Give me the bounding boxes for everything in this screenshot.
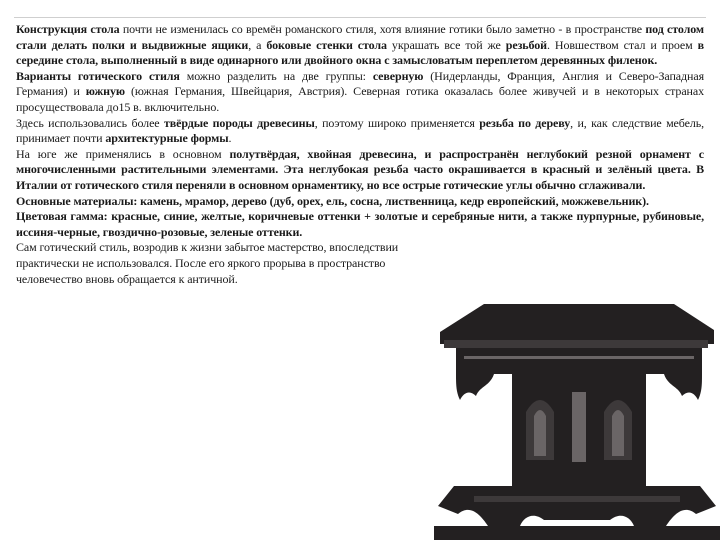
text-run: , и, как следствие мебель, принимает почти	[16, 115, 705, 146]
paragraph-southern-ornament	[16, 147, 704, 194]
document-body	[16, 22, 704, 287]
paragraph-color-palette	[16, 209, 704, 240]
text-run: резьба по дереву	[479, 115, 571, 130]
text-run: резьбой	[505, 37, 547, 52]
text-run: . Новшеством стал и проем	[547, 37, 698, 52]
top-divider	[14, 17, 706, 18]
text-run: боковые стенки стола	[266, 37, 387, 52]
text-run: Основные материалы: камень, мрамор, дерево (дуб, орех, ель, сосна, лиственница, кедр европейский, можжевельник).	[16, 193, 649, 208]
gothic-table-illustration	[434, 300, 720, 540]
paragraph-conclusion	[16, 240, 428, 287]
text-run: архитектурные формы	[105, 131, 229, 146]
paragraph-table-construction	[16, 22, 704, 69]
text-run: северную	[372, 68, 424, 83]
text-run: твёрдые породы древесины	[163, 115, 315, 130]
text-run: (южная Германия, Швейцария, Австрия). Северная готика оказалась более живучей и в некоторых странах просуществовала до15 в. включительно.	[16, 84, 704, 114]
text-run: , а	[248, 37, 267, 52]
text-run: Конструкция стола	[16, 22, 120, 36]
text-run: Здесь использовались более	[16, 115, 164, 130]
text-run: .	[228, 131, 232, 146]
text-run: почти не изменилась со времён романского стиля, хотя влияние готики было заметно - в пространстве	[119, 22, 646, 36]
text-run: Варианты готического стиля	[16, 68, 180, 83]
text-run: можно разделить на две группы:	[179, 68, 373, 83]
text-run: , поэтому широко применяется	[314, 115, 480, 130]
text-run: полутвёрдая, хвойная древесина, и распространён неглубокий резной орнамент с многочисленными растительными элементами. Эта неглубокая резьба часто окрашивается в красный и зелёный цвета. В Италии от готического стиля переняли в основном орнаментику, но все острые готические углы обычно сглаживали.	[16, 146, 704, 192]
text-run: Сам готический стиль, возродив к жизни забытое мастерство, впоследствии практически не использовался. После его яркого прорыва в пространство человечество вновь обращается к античной.	[16, 240, 399, 286]
text-run: украшать все той же	[386, 37, 506, 52]
paragraph-gothic-variants	[16, 69, 704, 116]
gothic-table-photo	[434, 300, 720, 540]
text-run: в середине стола, выполненный в виде одинарного или двойного окна с замысловатым переплетом деревянных филенок.	[16, 37, 704, 68]
text-run: (Нидерланды, Франция, Англия и Северо-Западная Германия) и	[16, 68, 704, 99]
paragraph-materials	[16, 194, 704, 210]
paragraph-northern-wood	[16, 116, 704, 147]
text-run: южную	[85, 84, 125, 99]
text-run: На юге же применялись в основном	[16, 146, 230, 161]
text-run: Цветовая гамма: красные, синие, желтые, коричневые оттенки + золотые и серебряные нити, а также пурпурные, рубиновые, иссиня-черные, гвоздично-розовые, зеленые оттенки.	[16, 209, 704, 239]
text-run: под столом стали делать полки и выдвижные ящики	[16, 22, 704, 52]
